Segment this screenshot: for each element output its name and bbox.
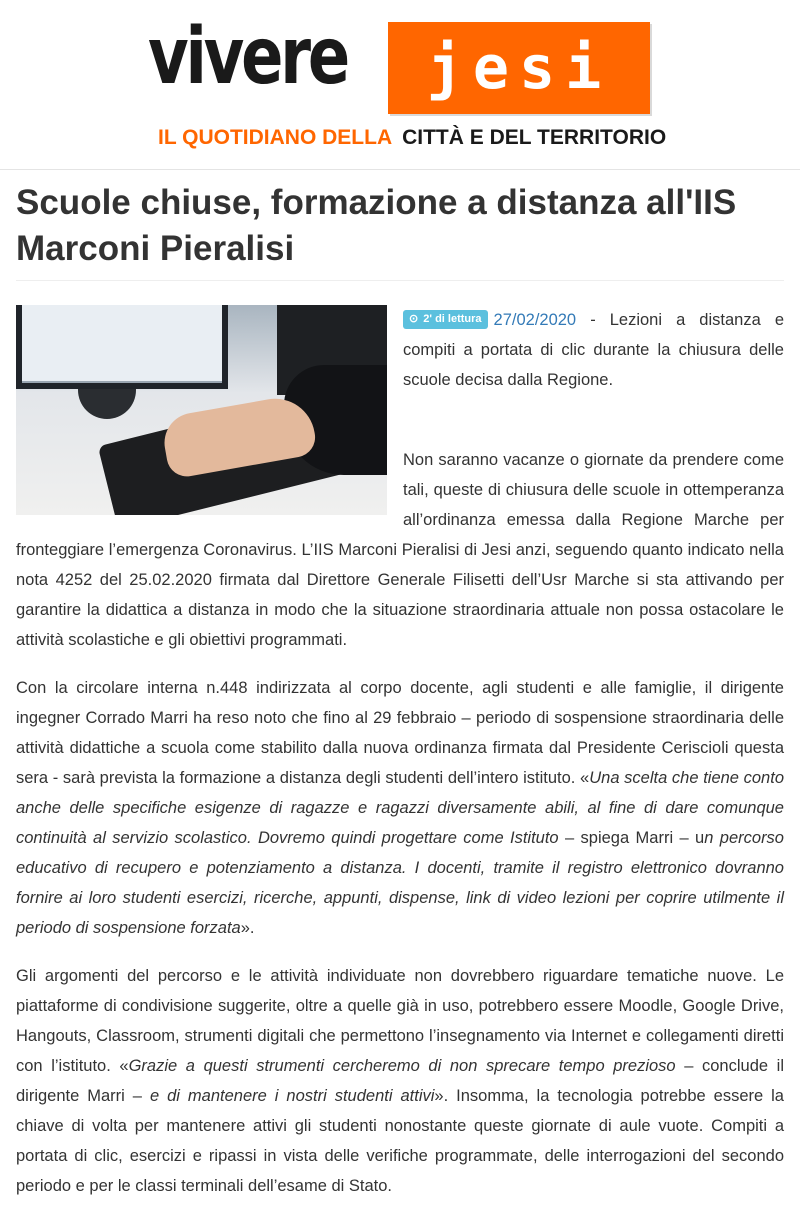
photo-icon: [16, 305, 228, 389]
paragraph-1: Non saranno vacanze o giornate da prendere come tali, queste di chiusura delle scuole in ottemperanza all’ordinanza emessa dalla Regione Marche per fronteggiare l’emergenza Coronavirus. L’IIS Marconi Pieralisi di Jesi anzi, seguendo quanto indicato nella nota 4252 del 25.02.2020 firmata dal Direttore Generale Filisetti dell’Usr Marche si sta attivando per garantire la didattica a distanza in modo che la situazione straordinaria attuale non possa ostacolare le attività scolastiche e gli obiettivi programmati.: [16, 451, 784, 649]
site-header: [0, 0, 800, 170]
tagline-part2: CITTÀ E DEL TERRITORIO: [402, 126, 667, 149]
logo-jesi[interactable]: jesi: [388, 22, 650, 114]
tagline-part1: IL QUOTIDIANO DELLA: [158, 126, 393, 149]
lead-text: - Lezioni a distanza e compiti a portata di clic durante la chiusura delle scuole decisa dalla Regione.: [403, 311, 784, 389]
site-tagline: [158, 123, 666, 153]
article-date[interactable]: 27/02/2020: [493, 311, 577, 329]
article-photo[interactable]: [16, 305, 387, 515]
paragraph-2: Con la circolare interna n.448 indirizzata al corpo docente, agli studenti e alle famiglie, il dirigente ingegner Corrado Marri ha reso noto che fino al 29 febbraio – periodo di sospensione straordinaria delle attività didattiche a scuola come stabilito dalla nuova ordinanza firmata dal Presidente Ceriscioli questa sera - sarà prevista la formazione a distanza degli studenti dell’intero istituto. «Una scelta che tiene conto anche delle specifiche esigenze di ragazze e ragazzi diversamente abili, al fine di dare comunque continuità al servizio scolastico. Dovremo quindi progettare come Istituto – spiega Marri – un percorso educativo di recupero e potenziamento a distanza. I docenti, tramite il registro elettronico dovranno fornire ai loro studenti esercizi, ricerche, appunti, dispense, link di video lezioni per coprire utilmente il periodo di sospensione forzata».: [16, 679, 784, 937]
quote-1: Una scelta che tiene conto anche delle specifiche esigenze di ragazze e ragazzi diversamente abili, al fine di dare comunque continuità al servizio scolastico. Dovremo quindi progettare come Istituto: [16, 769, 784, 847]
clock-icon: ⊙: [409, 313, 419, 325]
quote-3: Grazie a questi strumenti cercheremo di non sprecare tempo prezioso: [128, 1057, 676, 1075]
quote-4: e di mantenere i nostri studenti attivi: [149, 1087, 435, 1105]
quote-2: n percorso educativo di recupero e potenziamento a distanza. I docenti, tramite il registro elettronico dovranno fornire ai loro studenti esercizi, ricerche, appunti, dispense, link di video lezioni per coprire utilmente il periodo di sospensione forzata: [16, 829, 784, 937]
article: [16, 180, 784, 1219]
article-title: Scuole chiuse, formazione a distanza all'IIS Marconi Pieralisi: [16, 180, 784, 281]
paragraph-3: Gli argomenti del percorso e le attività individuate non dovrebbero riguardare tematiche nuove. Le piattaforme di condivisione suggerite, oltre a quelle già in uso, potrebbero essere Moodle, Google Drive, Hangouts, Classroom, strumenti digitali che permettono l’insegnamento via Internet e collegamenti diretti con l’istituto. «Grazie a questi strumenti cercheremo di non sprecare tempo prezioso – conclude il dirigente Marri – e di mantenere i nostri studenti attivi». Insomma, la tecnologia potrebbe essere la chiave di volta per mantenere attivi gli studenti nonostante queste giornate di aule vuote. Compiti a portata di clic, esercizi e ripassi in vista delle verifiche programmate, delle interrogazioni del secondo periodo e per le classi terminali dell’esame di Stato.: [16, 967, 784, 1195]
logo-vivere[interactable]: vivere: [148, 12, 347, 102]
reading-time-label: 2' di lettura: [423, 313, 482, 325]
reading-time-badge: [403, 310, 488, 329]
article-body: [16, 305, 784, 1201]
